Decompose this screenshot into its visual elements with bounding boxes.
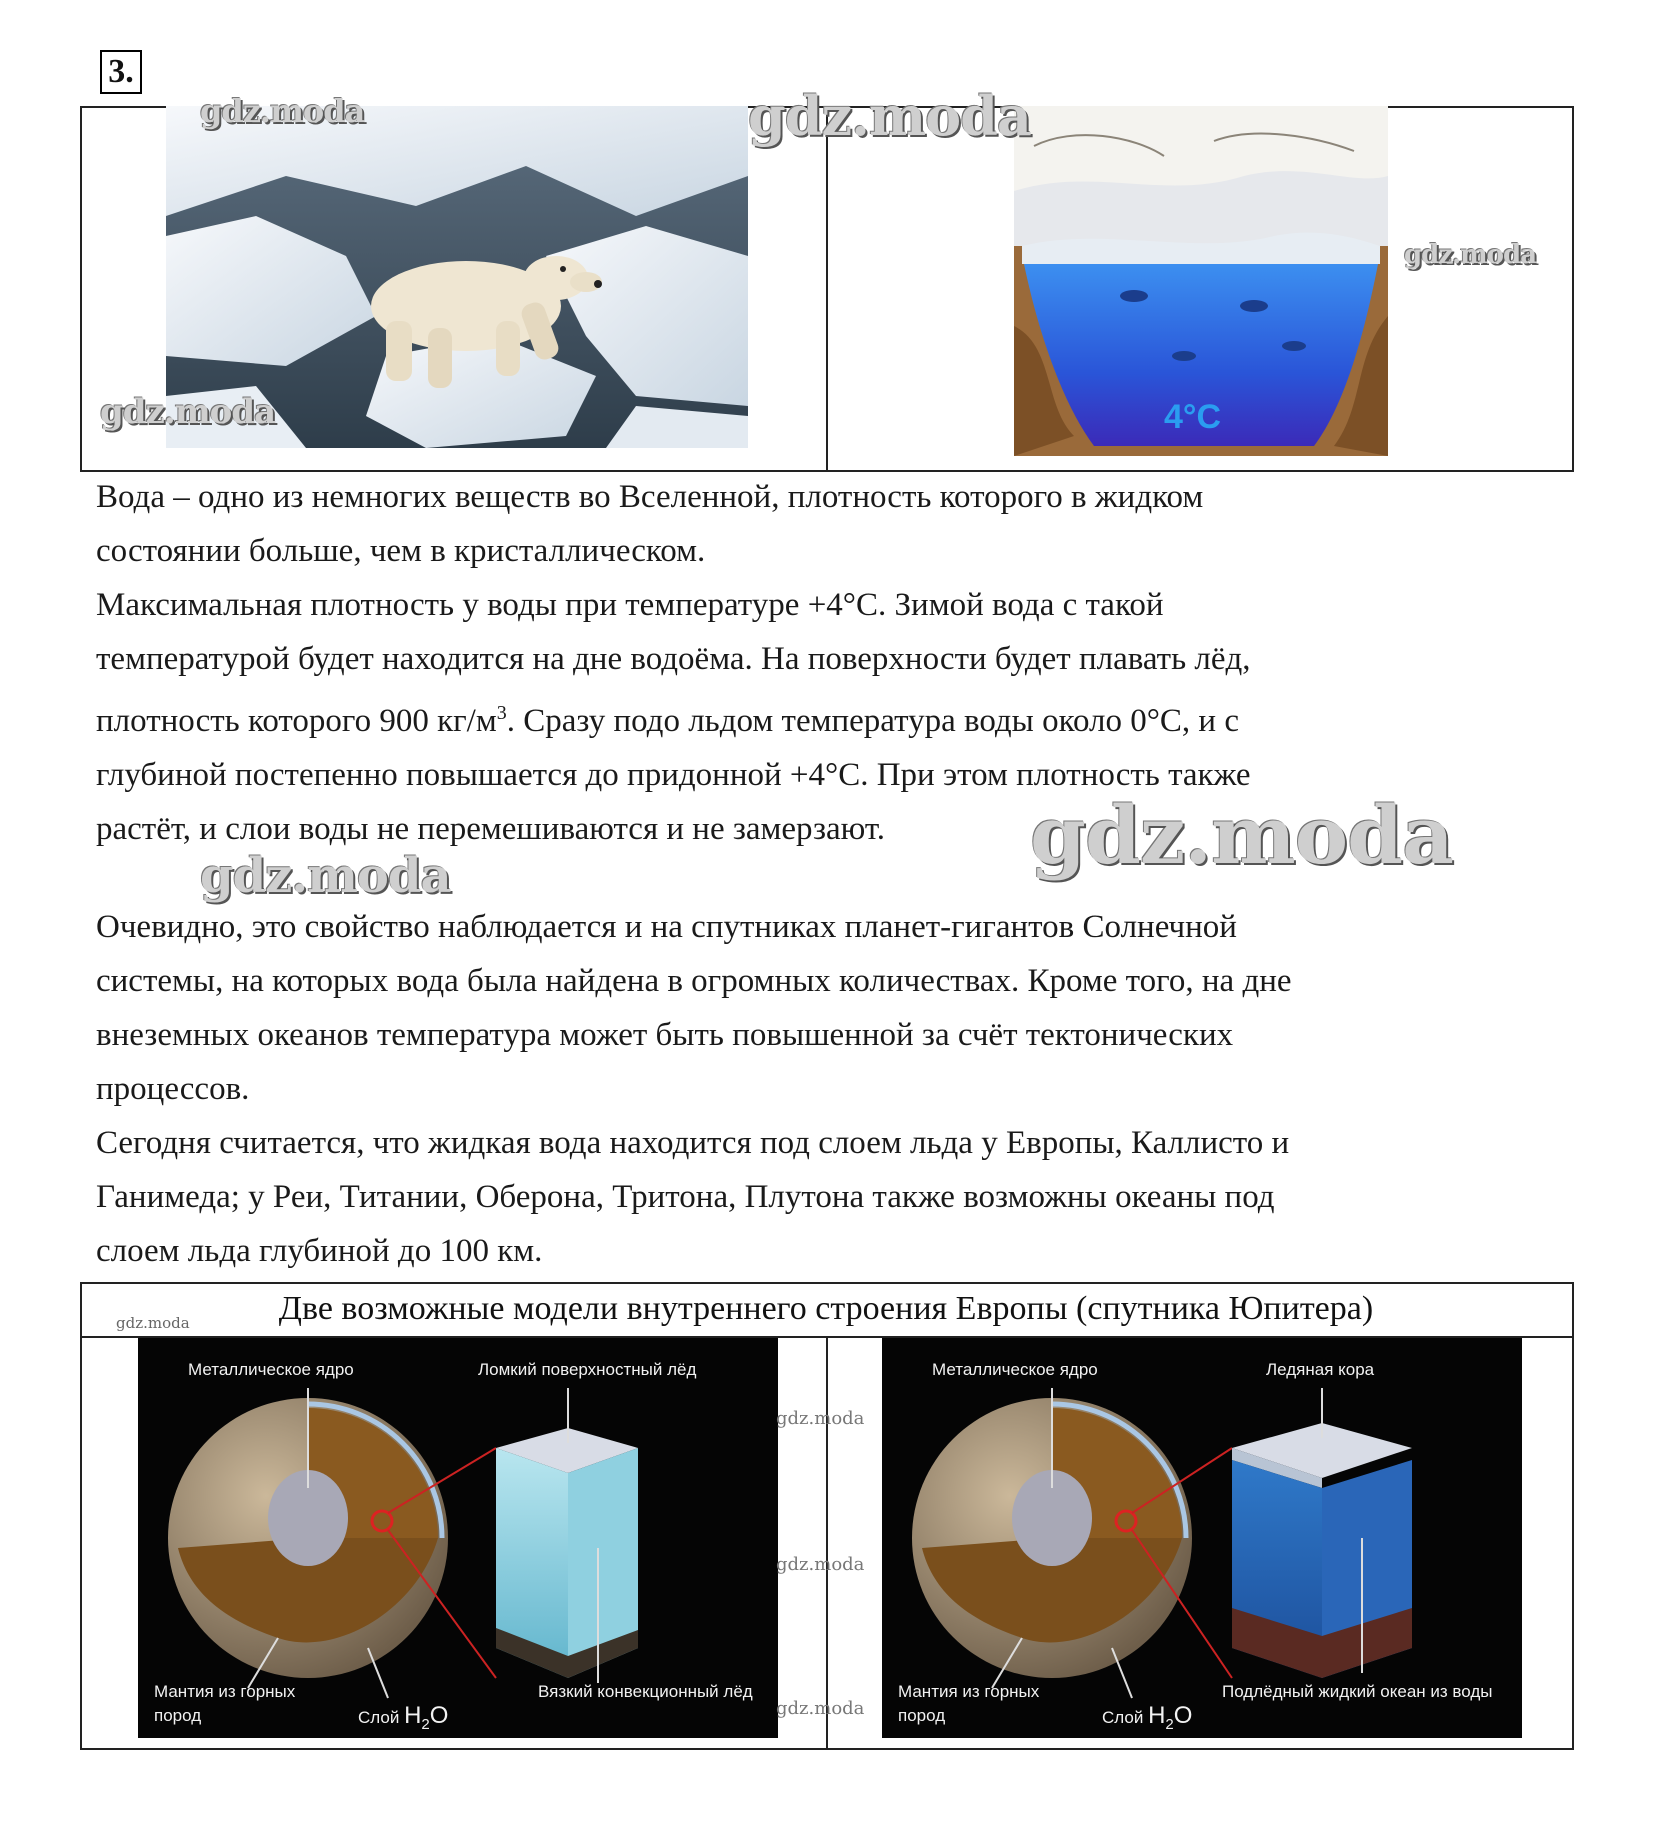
paragraph-2-line-5: растёт, и слои воды не перемешиваются и не замерзают. xyxy=(96,811,886,847)
top-frame-divider xyxy=(826,106,828,472)
label-layer-text: Слой xyxy=(358,1708,400,1727)
watermark: gdz.moda xyxy=(1404,240,1537,270)
h2o-h: H xyxy=(1148,1702,1166,1729)
label-mantle-1: Мантия из горных xyxy=(898,1682,1040,1701)
paragraph-4-line-3: слоем льда глубиной до 100 км. xyxy=(96,1233,543,1269)
watermark-small: gdz.moda xyxy=(776,1408,865,1429)
paragraph-3-line-1: Очевидно, это свойство наблюдается и на спутниках планет-гигантов Солнечной xyxy=(96,909,1237,945)
label-bottom: Вязкий конвекционный лёд xyxy=(538,1682,753,1701)
pond-temperature-label: 4°C xyxy=(1164,398,1222,436)
h2o-o: O xyxy=(1173,1702,1193,1729)
label-layer xyxy=(1102,1702,1192,1733)
paragraph-3-line-3: внеземных океанов температура может быть повышенной за счёт тектонических xyxy=(96,1017,1234,1053)
label-surface-crust: Ледяная кора xyxy=(1266,1360,1375,1379)
watermark: gdz.moda xyxy=(748,84,1031,148)
frozen-pond-illustration xyxy=(1014,106,1388,456)
label-core: Металлическое ядро xyxy=(188,1360,354,1379)
label-mantle-2: пород xyxy=(154,1706,202,1725)
watermark-small: gdz.moda xyxy=(776,1698,865,1719)
label-surface-ice: Ломкий поверхностный лёд xyxy=(478,1360,697,1379)
paragraph-2-line-2: температурой будет находится на дне водоёма. На поверхности будет плавать лёд, xyxy=(96,641,1251,677)
paragraph-1-line-1: Вода – одно из немногих веществ во Вселенной, плотность которого в жидком xyxy=(96,479,1204,515)
paragraph-4-line-2: Ганимеда; у Реи, Титании, Оберона, Тритона, Плутона также возможны океаны под xyxy=(96,1179,1275,1215)
paragraph-3-line-2: системы, на которых вода была найдена в огромных количествах. Кроме того, на дне xyxy=(96,963,1292,999)
paragraph-2-density-line xyxy=(96,686,1576,748)
label-mantle-1: Мантия из горных xyxy=(154,1682,296,1701)
watermark: gdz.moda xyxy=(100,392,276,432)
europa-model-ice xyxy=(138,1338,778,1738)
h2o-2: 2 xyxy=(1165,1715,1174,1733)
density-text: плотность которого 900 кг/м xyxy=(96,703,497,739)
watermark-small: gdz.moda xyxy=(116,1314,190,1332)
watermark: gdz.moda xyxy=(200,848,451,904)
label-layer xyxy=(358,1702,448,1733)
watermark: gdz.moda xyxy=(200,92,365,130)
europa-model-ocean xyxy=(882,1338,1522,1738)
watermark-small: gdz.moda xyxy=(776,1554,865,1575)
label-core: Металлическое ядро xyxy=(932,1360,1098,1379)
paragraph-2-line-4: глубиной постепенно повышается до придонной +4°С. При этом плотность также xyxy=(96,757,1251,793)
h2o-h: H xyxy=(404,1702,422,1729)
label-h2o xyxy=(404,1702,449,1733)
label-mantle-2: пород xyxy=(898,1706,946,1725)
label-bottom: Подлёдный жидкий океан из воды xyxy=(1222,1682,1493,1701)
h2o-o: O xyxy=(429,1702,449,1729)
density-exponent: 3 xyxy=(496,702,507,724)
models-divider xyxy=(826,1336,828,1750)
models-caption: Две возможные модели внутреннего строения Европы (спутника Юпитера) xyxy=(278,1290,1374,1327)
label-layer-text: Слой xyxy=(1102,1708,1144,1727)
h2o-2: 2 xyxy=(421,1715,430,1733)
paragraph-4-line-1: Сегодня считается, что жидкая вода находится под слоем льда у Европы, Каллисто и xyxy=(96,1125,1290,1161)
density-text-rest: . Сразу подо льдом температура воды около 0°С, и с xyxy=(506,703,1239,739)
task-number: 3. xyxy=(100,50,142,94)
watermark: gdz.moda xyxy=(1030,788,1453,882)
label-h2o xyxy=(1148,1702,1193,1733)
paragraph-3-line-4: процессов. xyxy=(96,1071,250,1107)
text-block-2 xyxy=(96,900,1576,1278)
paragraph-1-line-2: состоянии больше, чем в кристаллическом. xyxy=(96,533,706,569)
paragraph-2-line-1: Максимальная плотность у воды при температуре +4°С. Зимой вода с такой xyxy=(96,587,1164,623)
